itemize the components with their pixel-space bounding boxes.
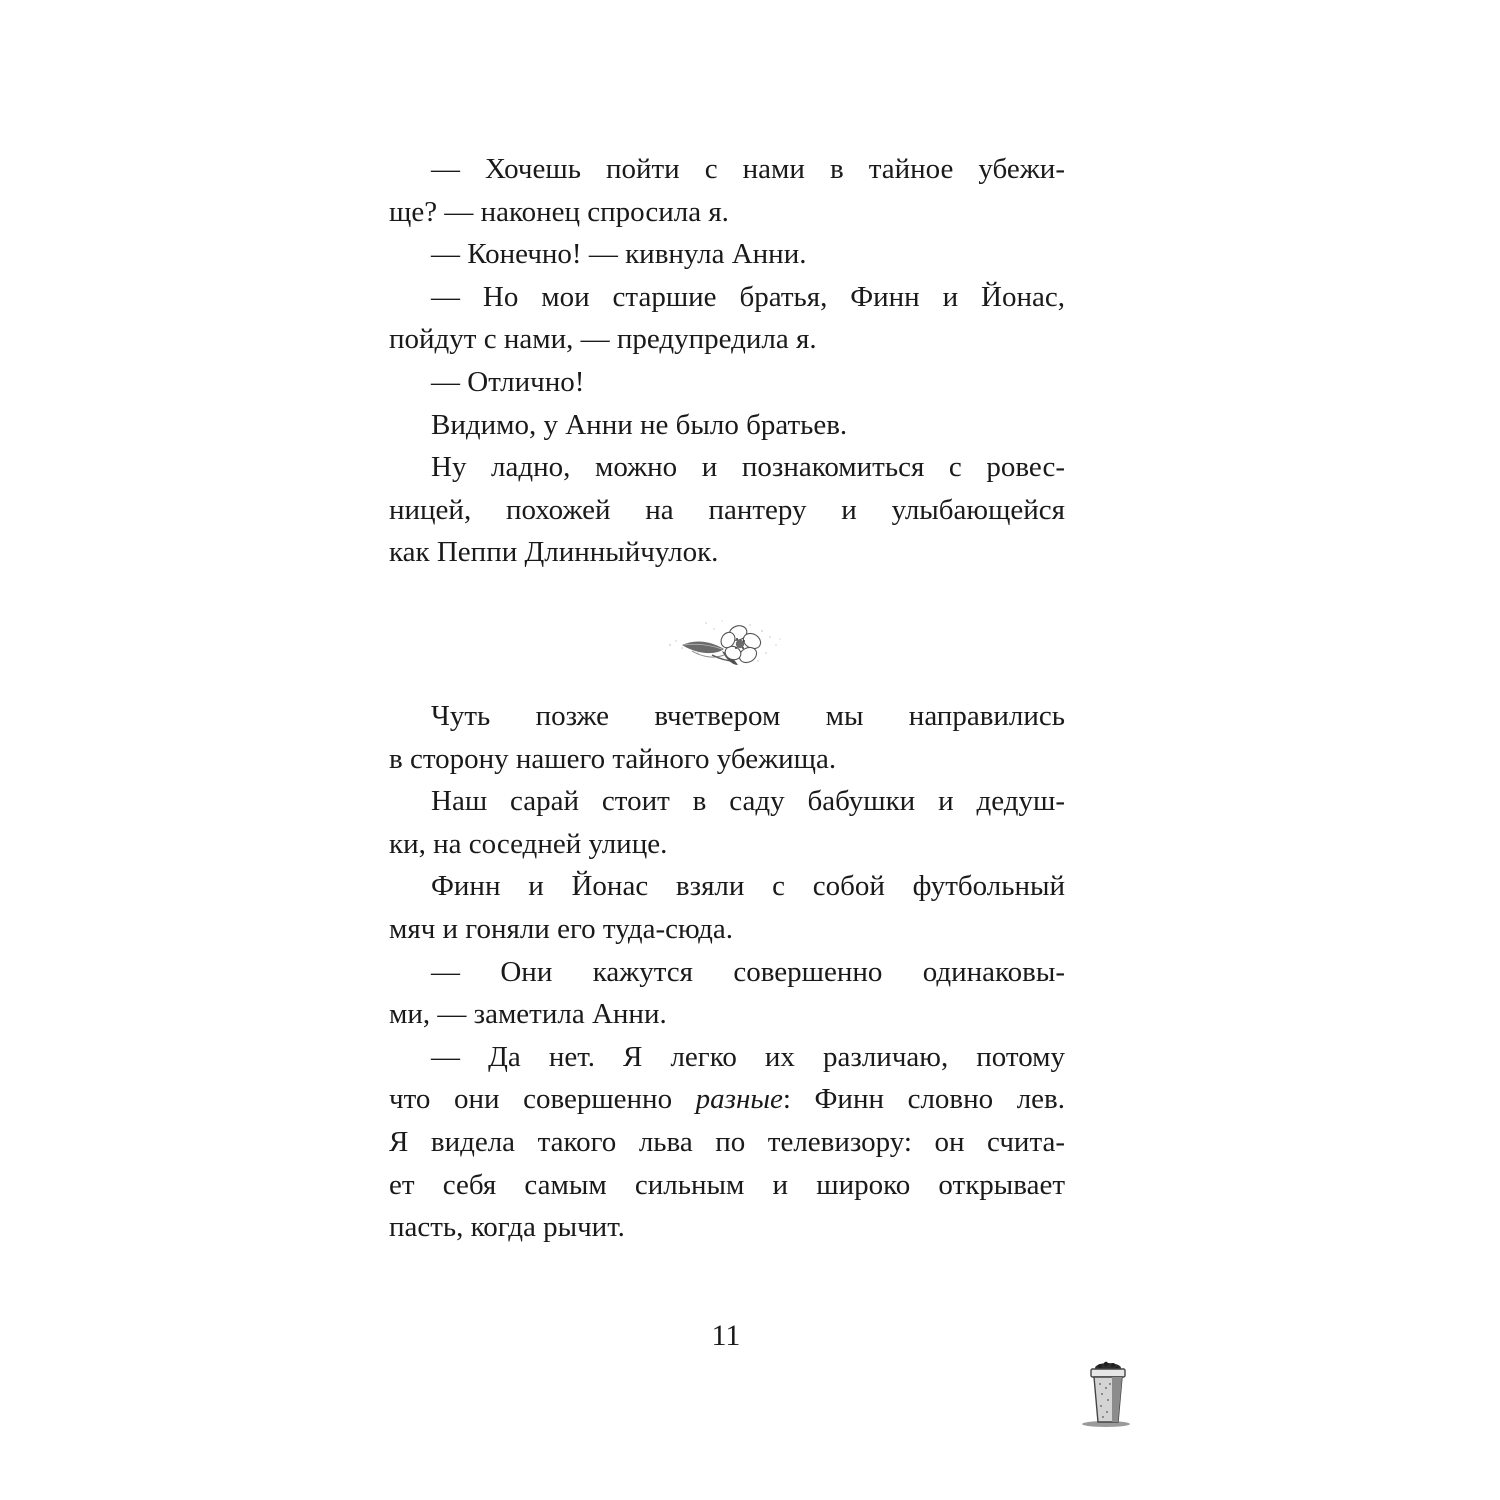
text-line: — Хочешь пойти с нами в тайное убежи-: [431, 153, 1065, 185]
text-block-2: [389, 695, 1065, 1249]
text-line: — Они кажутся совершенно одинаковы-: [431, 955, 1065, 988]
text-line: Финн и Йонас взяли с собой футбольный: [431, 870, 1065, 903]
text-line: пойдут с нами, — предупредила я.: [389, 323, 817, 356]
flower-pot-icon: [1078, 1360, 1136, 1428]
text-line: Видимо, у Анни не было братьев.: [431, 408, 848, 441]
text-line: — Отлично!: [431, 365, 585, 398]
text-line: ще? — наконец спросила я.: [389, 195, 729, 228]
text-line: Наш сарай стоит в саду бабушки и дедуш-: [431, 785, 1065, 818]
text-line: как Пеппи Длинныйчулок.: [389, 536, 719, 569]
text-line-with-emphasis: [389, 1078, 1065, 1121]
emphasized-word: разные: [695, 1083, 783, 1116]
text-line: ницей, похожей на пантеру и улыбающейся: [389, 493, 1065, 526]
text-line: ет себя самым сильным и широко открывает: [389, 1168, 1065, 1201]
text-line: в сторону нашего тайного убежища.: [389, 742, 837, 775]
page-number: 11: [711, 1319, 741, 1352]
text-line: — Конечно! — кивнула Анни.: [431, 238, 807, 271]
text-line: — Но мои старшие братья, Финн и Йонас,: [431, 280, 1065, 313]
text-segment: что они совершенно: [389, 1083, 696, 1116]
text-block-1: [389, 148, 1065, 574]
text-segment: : Финн словно лев.: [782, 1083, 1065, 1116]
text-line: Ну ладно, можно и познакомиться с ровес-: [431, 451, 1065, 484]
text-line: пасть, когда рычит.: [389, 1211, 625, 1244]
text-line: Чуть позже вчетвером мы направились: [431, 700, 1065, 732]
text-line: ки, на соседней улице.: [389, 827, 668, 860]
text-line: мяч и гоняли его туда-сюда.: [389, 912, 734, 945]
text-line: ми, — заметила Анни.: [389, 998, 667, 1031]
text-line: Я видела такого льва по телевизору: он счита-: [389, 1125, 1065, 1158]
text-line: — Да нет. Я легко их различаю, потому: [431, 1040, 1065, 1073]
flower-branch-ornament-icon: [662, 615, 788, 671]
